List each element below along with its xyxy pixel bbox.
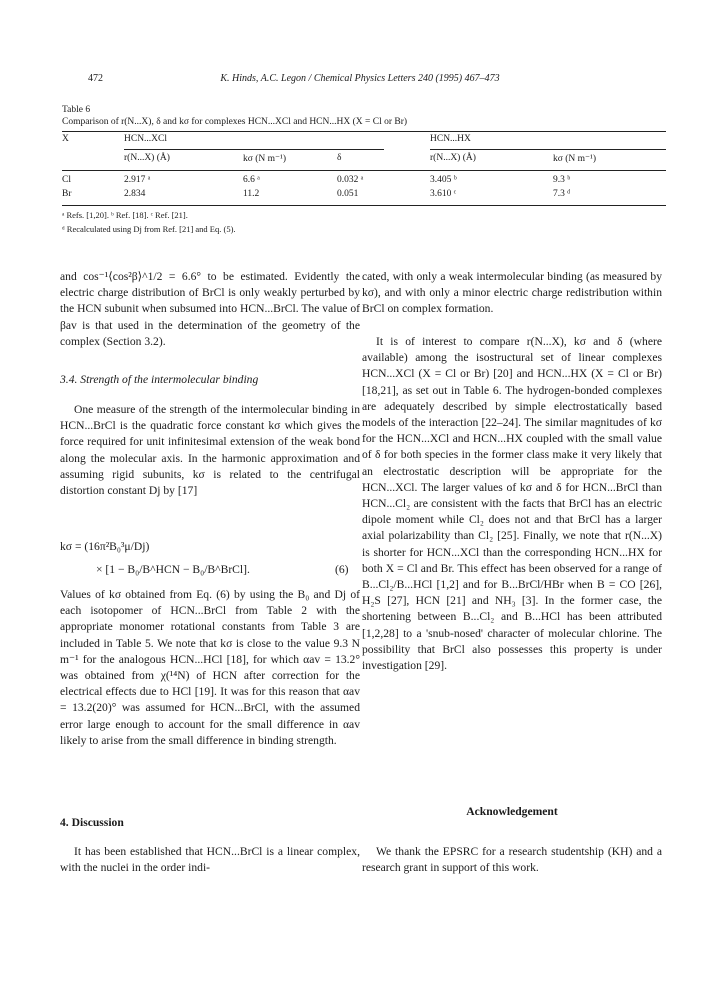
- table-cell: Cl: [62, 175, 71, 185]
- table-cell: 9.3 ᵇ: [553, 175, 571, 185]
- page-number: 472: [88, 73, 103, 84]
- sub-header: δ: [337, 153, 342, 163]
- sub-header: r(N...X) (Å): [124, 153, 170, 163]
- table-cell: 7.3 ᵈ: [553, 189, 571, 199]
- table-caption: Comparison of r(N...X), δ and kσ for complexes HCN...XCl and HCN...HX (X = Cl or Br): [62, 117, 408, 127]
- table-label: Table 6: [62, 105, 91, 115]
- table-cell: Br: [62, 189, 72, 199]
- group2-rule: [430, 149, 666, 150]
- section-heading-3-4: 3.4. Strength of the intermolecular binding: [60, 373, 259, 386]
- table-cell: 6.6 ᵃ: [243, 175, 260, 185]
- section-heading-4: 4. Discussion: [60, 816, 124, 829]
- table-cell: 0.051: [337, 189, 359, 199]
- paragraph: Values of kσ obtained from Eq. (6) by using the B₀ and Dj of each isotopomer of HCN...BrCl from Table 2 with the appropriate monomer rotational constants from Table 3 are included in Table 5. We note that kσ is close to the value 9.3 N m⁻¹ for the analogous HCN...HCl [18], for which αav = 13.2° was obtained from χ(¹⁴N) of HCN after correction for the electrical effects due to HCl [19]. It was for this reason that αav = 13.2(20)° was assumed for HCN...BrCl, with the assumed error large enough to account for the small difference in αav likely to arise from the small difference in binding strength.: [60, 588, 360, 747]
- table-cell: 0.032 ᵃ: [337, 175, 364, 185]
- table-group-xcl: HCN...XCl: [124, 134, 168, 144]
- running-head: K. Hinds, A.C. Legon / Chemical Physics Letters 240 (1995) 467–473: [220, 73, 500, 84]
- right-column-intro: cated, with only a weak intermolecular binding (as measured by kσ), and with only a minor electric charge redistribution within BrCl on complex formation.: [362, 270, 662, 316]
- table-footnote: ᵈ Recalculated using Dj from Ref. [21] and Eq. (5).: [62, 224, 236, 234]
- left-column-intro: [60, 269, 360, 359]
- table-col-x: X: [62, 134, 69, 144]
- table-group-hx: HCN...HX: [430, 134, 471, 144]
- table-bottom-rule: [62, 205, 666, 206]
- paragraph: It is of interest to compare r(N...X), kσ and δ (where available) among the isostructural set of linear complexes HCN...XCl (X = Cl or Br) [20] and HCN...HX (X = Cl or Br) [18,21], as set out in Table 6. The hydrogen-bonded complexes are adequately described by simple electrostatically based models of the interaction [22–24]. The similar magnitudes of kσ for the HCN...XCl and HCN...HX coupled with the small value of δ for both species in the former class make it very likely that an electrostatic description will be appropriate for the HCN...XCl. The larger values of kσ and δ for HCN...BrCl than HCN...Cl₂ are consistent with the facts that BrCl has an electric dipole moment while Cl₂ does not and that BrCl has a larger axial polarizability than Cl₂ [25]. Finally, we note that r(N...X) is shorter for HCN...XCl than the corresponding HCN...HX for both X = Cl and Br. This effect has been observed for a range of B...Cl₂/B...HCl [1,2] and for B...BrCl/HBr when B = CO [26], H₂S [27], HCN [21] and NH₃ [3]. In the former case, the shortening between B...Cl₂ and B...HCl has been attributed [1,2,28] to a 'snub-nosed' character of molecular chlorine. The possibility that BrCl also possesses this property is under investigation [29].: [362, 335, 662, 673]
- sub-header: r(N...X) (Å): [430, 153, 476, 163]
- sub-header: kσ (N m⁻¹): [553, 154, 597, 164]
- paragraph: and cos⁻¹⟨cos²β⟩^1/2 = 6.6° to be estimated. Evidently the electric charge distribution of BrCl is only weakly perturbed by the HCN subunit when subsumed into HCN...BrCl. The value of βav is that used in the determination of the geometry of the complex (Section 3.2).: [60, 270, 360, 348]
- group1-rule: [124, 149, 384, 150]
- table-cell: 3.610 ᶜ: [430, 189, 457, 199]
- sub-header: kσ (N m⁻¹): [243, 154, 287, 164]
- table-cell: 2.834: [124, 189, 146, 199]
- equation-line-2: × [1 − B₀/B^HCN − B₀/B^BrCl].: [96, 563, 250, 576]
- equation-number: (6): [335, 563, 349, 576]
- table-top-rule: [62, 131, 666, 132]
- table-cell: 3.405 ᵇ: [430, 175, 457, 185]
- paragraph: It has been established that HCN...BrCl is a linear complex, with the nuclei in the order indi-: [60, 845, 360, 875]
- table-cell: 11.2: [243, 189, 260, 199]
- table-cell: 2.917 ᵃ: [124, 175, 151, 185]
- acknowledgement-text: We thank the EPSRC for a research studentship (KH) and a research grant in support of this work.: [362, 845, 662, 875]
- table-header-rule: [62, 170, 666, 171]
- equation-line-1: kσ = (16π²B₀³μ/Dj): [60, 540, 150, 553]
- paragraph: One measure of the strength of the intermolecular binding in HCN...BrCl is the quadratic force constant kσ which gives the force required for unit infinitesimal extension of the weak bond along the molecular axis. In the harmonic approximation and assuming rigid subunits, kσ is related to the centrifugal distortion constant Dj by [17]: [60, 403, 360, 498]
- table-footnote: ᵃ Refs. [1,20]. ᵇ Ref. [18]. ᶜ Ref. [21].: [62, 210, 188, 220]
- acknowledgement-heading: Acknowledgement: [466, 805, 558, 818]
